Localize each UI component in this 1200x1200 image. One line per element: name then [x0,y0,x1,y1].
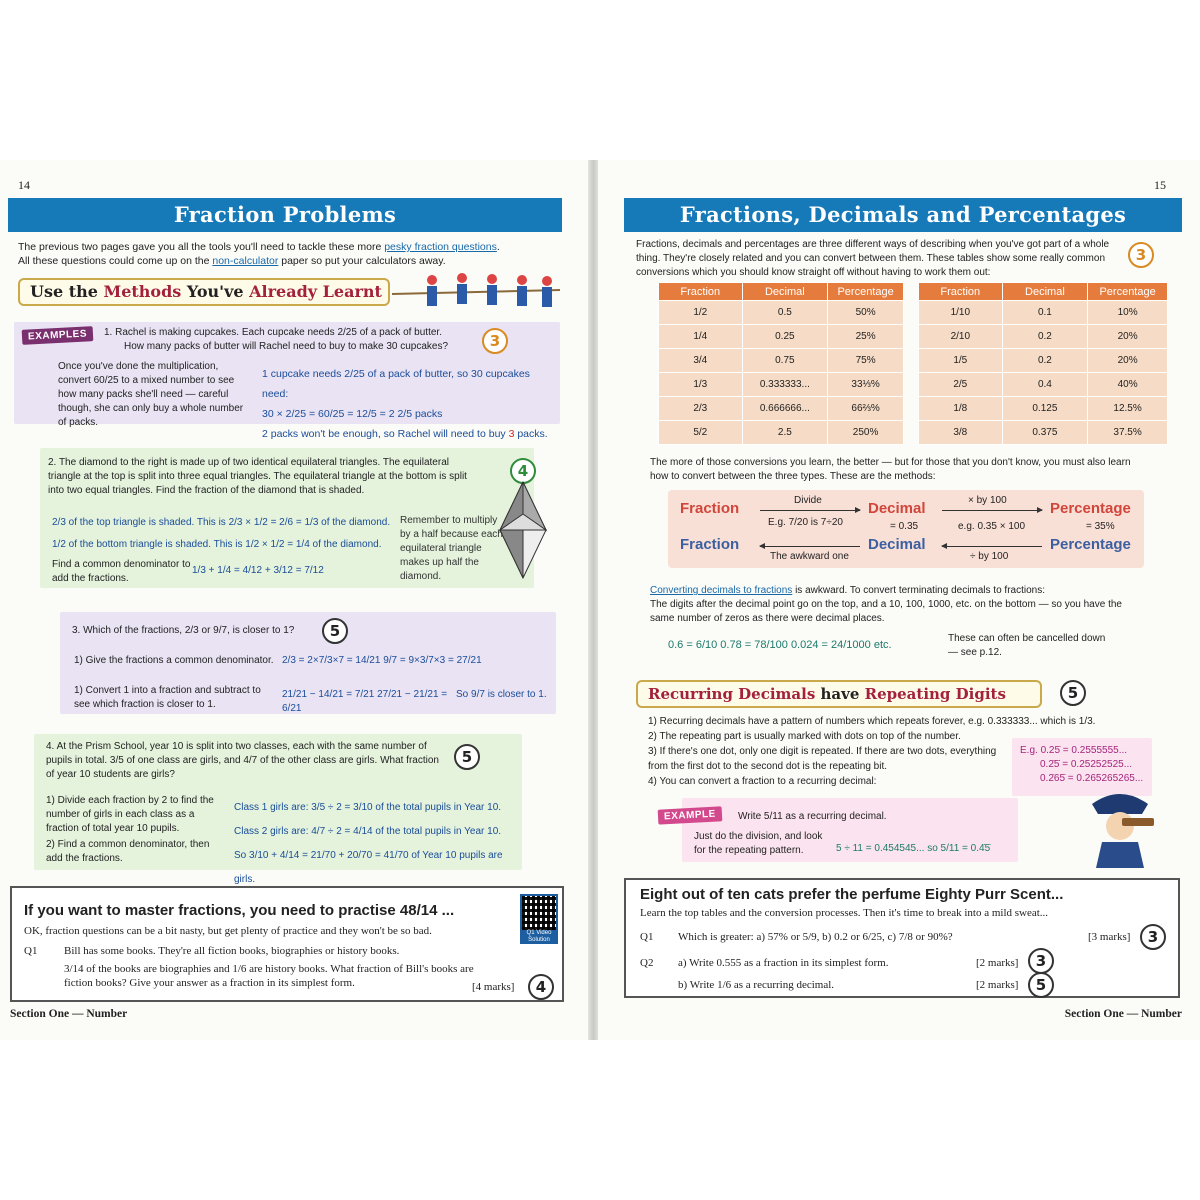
flow-eg1: E.g. 7/20 is 7÷20 [768,517,843,528]
panel-line: Learn the top tables and the conversion processes. Then it's time to break into a mild sweat... [640,907,1049,919]
tug-of-war-illustration [392,268,562,318]
example-solution: 5 ÷ 11 = 0.454545... so 5/11 = 0.4̇5̇ [836,843,991,854]
section-subhead: Use the Methods You've Already Learnt [18,278,390,306]
q4-question: 4. At the Prism School, year 10 is split into two classes, each with the same number of pupils in total. 3/5 of one class are girls, and 4/7 of the other class are girls. What fraction of year 10 students are girls? [46,741,439,780]
grade-badge: 5 [1060,680,1086,706]
q2-working: 2/3 of the top triangle is shaded. This is 2/3 × 1/2 = 2/6 = 1/3 of the diamond. 1/2 of the bottom triangle is shaded. This is 1/2 × 1/2 = 1/4 of the diamond. [52,517,391,550]
convert-decimals-text: Converting decimals to fractions is awkward. To convert terminating decimals to fractions: The digits after the decimal point go on the top, and a 10, 100, 1000, etc. on the bottom — so you have the same number of zeros as there were decimal places. [650,585,1122,624]
panel-title: If you want to master fractions, you need to practise 48/14 ... [24,902,455,919]
right-page [598,160,1200,1040]
flow-arrow [942,546,1042,547]
q3-step-2-math: 21/21 − 14/21 = 7/21 27/21 − 21/21 = 6/21 [282,689,448,714]
q2-question: 2. The diamond to the right is made up of two identical equilateral triangles. The equilateral triangle at the top is split into three equal triangles. The equilateral triangle at the bottom is split into two equal triangles. Find the fraction of the diamond that is shaded. [48,457,467,496]
flow-eg2-result: = 35% [1086,521,1115,532]
panel-line: OK, fraction questions can be a bit nasty, but get plenty of practice and they won't be so bad. [24,925,432,937]
page-footer: Section One — Number [1064,1008,1182,1020]
flow-divide: Divide [794,495,822,506]
page-number: 14 [18,178,30,192]
q1-hint: Once you've done the multiplication, convert 60/25 to a mixed number to see how many packs she'll need — careful though, she can only buy a whole number of packs. [58,361,244,428]
flow-div-100: ÷ by 100 [970,551,1009,562]
q3-step-2: 1) Convert 1 into a fraction and subtract to see which fraction is closer to 1. [74,685,261,710]
grade-badge: 3 [482,328,508,354]
q2-note: Remember to multiply by a half because each equilateral triangle makes up half the diamond. [400,515,503,582]
panel-q1: Which is greater: a) 57% or 5/9, b) 0.2 or 6/25, c) 7/8 or 90%? [678,931,953,943]
q3-answer: So 9/7 is closer to 1. [456,689,547,700]
grade-badge: 3 [1140,924,1166,950]
flow-percentage-label: Percentage [1050,536,1131,553]
convert-note: These can often be cancelled down — see p.12. [948,633,1106,658]
methods-text: The more of those conversions you learn, the better — but for those that you don't know, you must also learn how to convert between the three types. These are the methods: [650,457,1131,482]
flow-awkward: The awkward one [770,551,849,562]
panel-q2b: b) Write 1/6 as a recurring decimal. [678,979,835,991]
flow-arrow [760,546,860,547]
page-footer: Section One — Number [10,1008,128,1020]
q1-solution: 1 cupcake needs 2/25 of a pack of butter, so 30 cupcakes need: 30 × 2/25 = 60/25 = 12/5 = 2 2/5 packs 2 packs won't be enough, so Rachel will need to buy 3 packs. [262,368,548,440]
book-spread [0,160,1200,1040]
grade-badge: 5 [454,744,480,770]
intro-text: The previous two pages gave you all the tools you'll need to tackle these more pesky fraction questions. All these questions could come up on the non-calculator paper so put your calculators away. [18,241,500,267]
flow-fraction-label: Fraction [680,500,740,517]
page-title: Fraction Problems [8,198,562,232]
section-subhead: Recurring Decimals have Repeating Digits [636,680,1042,708]
flow-percentage-label: Percentage [1050,500,1131,517]
q4-working: Class 1 girls are: 3/5 ÷ 2 = 3/10 of the total pupils in Year 10. Class 2 girls are: 4/7 ÷ 2 = 4/14 of the total pupils in Year 10. So 3/10 + 4/14 = 21/70 + 20/70 = 41/70 of Year 10 pupils are girls. [234,802,503,885]
examples-tag: EXAMPLES [22,326,94,345]
conversion-table-2: Fraction Decimal Percentage 1/10 0.1 10% 2/10 0.2 20% 1/5 0.2 20% 2/5 0.4 40% 1/8 0.125 12.5% 3/8 0.375 37.5% [918,282,1168,445]
grade-badge: 3 [1028,948,1054,974]
flow-arrow [760,510,860,511]
grade-badge: 5 [1028,972,1054,998]
flow-times-100: × by 100 [968,495,1007,506]
page-number: 15 [1154,178,1166,192]
recurring-examples: E.g. 0.25̇ = 0.2555555... 0.2̇5̇ = 0.25252525... 0.2̇65̇ = 0.265265265... [1020,745,1144,784]
q4-step-1: 1) Divide each fraction by 2 to find the number of girls in each class as a fraction of total year 10 pupils. [46,795,214,834]
q3-step-1: 1) Give the fractions a common denominator. [74,655,274,666]
grade-badge: 5 [322,618,348,644]
page-title: Fractions, Decimals and Percentages [624,198,1182,232]
marks: [3 marks] [1088,931,1131,943]
flow-decimal-label: Decimal [868,500,926,517]
flow-decimal-label: Decimal [868,536,926,553]
left-page [0,160,590,1040]
q4-step-2: 2) Find a common denominator, then add the fractions. [46,839,210,864]
panel-q2a: a) Write 0.555 as a fraction in its simplest form. [678,957,889,969]
q2-sum: 1/3 + 1/4 = 4/12 + 3/12 = 7/12 [192,565,324,576]
sailor-illustration [1082,784,1158,868]
example-hint: Just do the division, and look for the repeating pattern. [694,831,823,856]
intro-text: Fractions, decimals and percentages are three different ways of describing when you've got part of a whole thing. They're closely related and you can convert between them. These tables show some really common conversions which you should know straight off without having to work them out: [636,239,1110,278]
q1-label: Q1 [24,945,38,957]
grade-badge: 3 [1128,242,1154,268]
flow-eg1-result: = 0.35 [890,521,919,532]
q1-label: Q1 [640,931,654,943]
convert-examples: 0.6 = 6/10 0.78 = 78/100 0.024 = 24/1000 etc. [668,639,892,651]
marks: [2 marks] [976,979,1019,991]
flow-arrow [942,510,1042,511]
marks: [4 marks] [472,981,515,993]
q1-question: 1. Rachel is making cupcakes. Each cupcake needs 2/25 of a pack of butter. How many packs of butter will Rachel need to buy to make 30 cupcakes? [104,327,449,352]
marks: [2 marks] [976,957,1019,969]
grade-badge: 4 [510,458,536,484]
qr-code-icon[interactable]: Q1 Video Solution [520,894,558,944]
flow-eg2: e.g. 0.35 × 100 [958,521,1026,532]
q2-step: Find a common denominator to add the fractions. [52,559,191,584]
flow-fraction-label: Fraction [680,536,740,553]
q3-step-1-math: 2/3 = 2×7/3×7 = 14/21 9/7 = 9×3/7×3 = 27/21 [282,655,482,666]
example-tag: EXAMPLE [658,806,723,824]
q2-label: Q2 [640,957,654,969]
conversion-table-1: Fraction Decimal Percentage 1/2 0.5 50% 1/4 0.25 25% 3/4 0.75 75% 1/3 0.333333... 33⅓% 2/3 0.666666... 66⅔% 5/2 2.5 250% [658,282,904,445]
panel-q1: Bill has some books. They're all fiction books, biographies or history books. 3/14 of the books are biographies and 1/6 are history books. What fraction of Bill's books are fiction books? Give your answer as a fraction in its simplest form. [64,945,474,989]
q3-question: 3. Which of the fractions, 2/3 or 9/7, is closer to 1? [72,625,295,636]
panel-title: Eight out of ten cats prefer the perfume Eighty Purr Scent... [640,886,1064,903]
grade-badge: 4 [528,974,554,1000]
recurring-rules: 1) Recurring decimals have a pattern of numbers which repeats forever, e.g. 0.333333... which is 1/3. 2) The repeating part is usually marked with dots on top of the number. 3) If there's one dot, only one digit is repeated. If there are two dots, everything from the first dot to the second dot is the repeating bit. 4) You can convert a fraction to a recurring decimal: [648,716,1096,787]
example-question: Write 5/11 as a recurring decimal. [738,811,887,822]
